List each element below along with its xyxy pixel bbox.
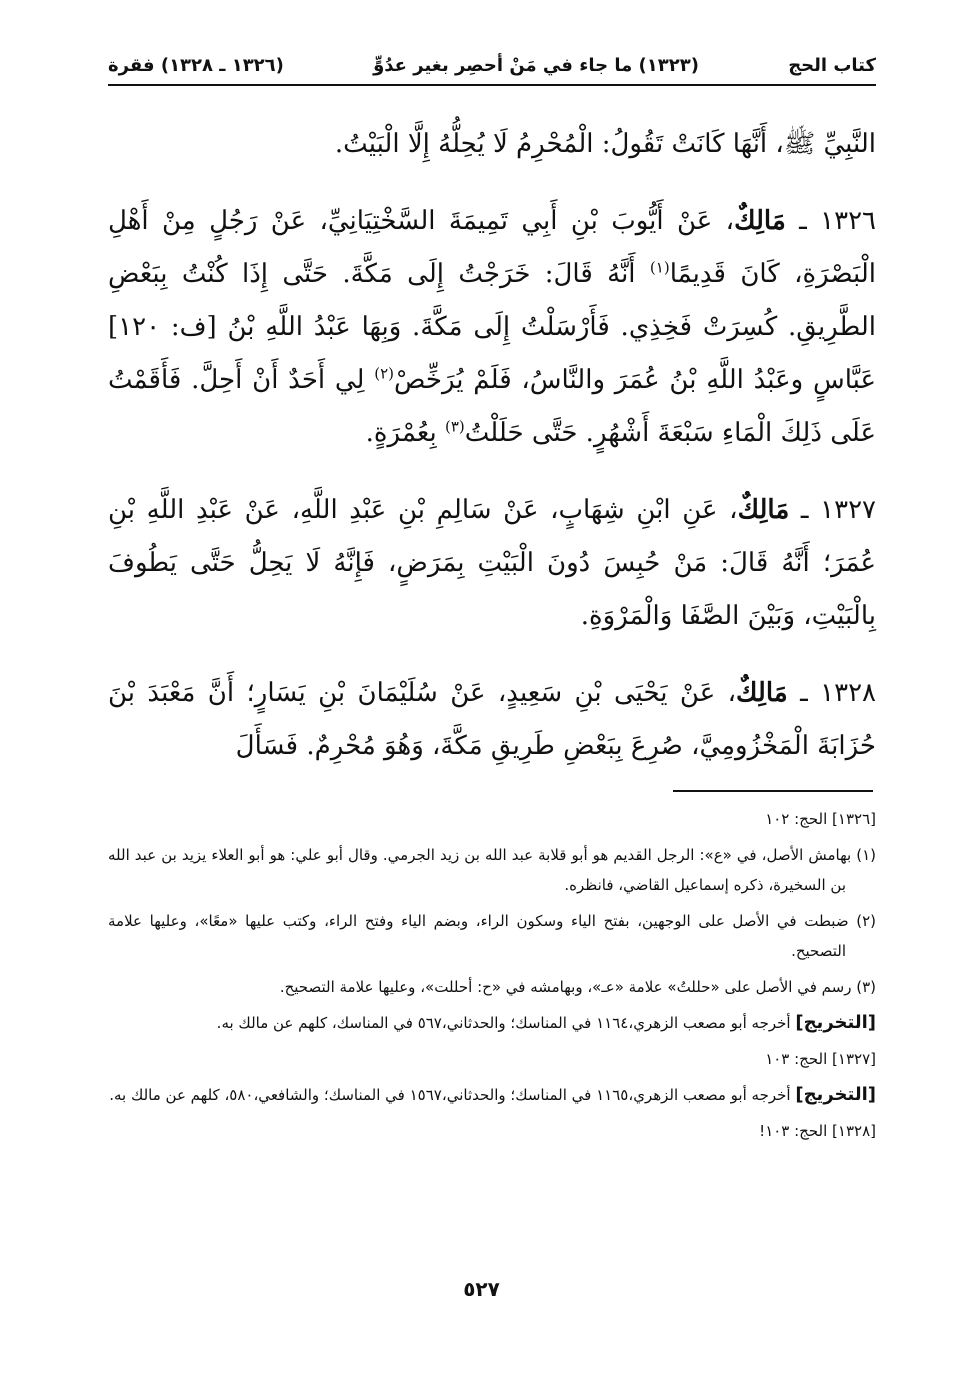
reference-1328: [١٣٢٨] الحج: ١٠٣! — [759, 1122, 876, 1140]
footnote-1: (١) بهامش الأصل، في «ع»: الرجل القديم هو أبو قلابة عبد الله بن زيد الجرمي. وقال أبو علي: هو أبو العلاء يزيد بن عبد الله بن السخيرة، ذكره إسماعيل القاضي، فانظره. — [108, 846, 876, 894]
chapter-title: (١٣٢٣) ما جاء في مَنْ أحصِر بغير عدُوٍّ — [373, 54, 699, 76]
intro-paragraph: النَّبِيِّ ﷺ، أَنَّهَا كَانَتْ تَقُولُ: الْمُحْرِمُ لَا يُحِلُّهُ إِلَّا الْبَيْتُ. — [334, 129, 876, 159]
running-header — [108, 46, 876, 86]
page-number: ٥٢٧ — [463, 1277, 500, 1301]
footnote-3: (٣) رسم في الأصل على «حللتُ» علامة «عـ»، وبهامشه في «ح: أحللت»، وعليها علامة التصحيح. — [279, 978, 876, 996]
narrator-name: مَالِكٌ — [736, 678, 788, 708]
footnote-marker-2[interactable]: (٢) — [374, 364, 395, 383]
hadith-1328 — [108, 667, 876, 773]
hadith-number: ١٣٢٦ ـ — [799, 206, 877, 236]
hadith-text: لِي أَحَدٌ أَنْ أَحِلَّ. فَأَقَمْتُ عَلَى ذَلِكَ الْمَاءِ سَبْعَةَ أَشْهُرٍ. حَتَّى حَلَلْتُ — [108, 365, 876, 448]
takhrij-text: أخرجه أبو مصعب الزهري،١١٦٥ في المناسك؛ والحدثاني،١٥٦٧ في المناسك؛ والشافعي،٥٨٠، كلهم عن مالك به. — [109, 1086, 796, 1104]
hadith-1327 — [108, 484, 876, 643]
footnote-2: (٢) ضبطت في الأصل على الوجهين، بفتح الياء وسكون الراء، وبضم الياء وفتح الراء، وكتب عليها «معًا»، وعليها علامة التصحيح. — [108, 912, 876, 960]
main-text — [108, 118, 876, 797]
hadith-text: ، عَنِ ابْنِ شِهَابٍ، عَنْ سَالِمِ بْنِ عَبْدِ اللَّهِ، عَنْ عَبْدِ اللَّهِ بْنِ عُمَرَ؛ أَنَّهُ قَالَ: مَنْ حُبِسَ دُونَ الْبَيْتِ بِمَرَضٍ، فَإِنَّهُ لَا يَحِلُّ حَتَّى يَطُوفَ بِالْبَيْتِ، وَبَيْنَ الصَّفَا وَالْمَرْوَةِ. — [108, 495, 876, 631]
hadith-text: ، عَنْ أَيُّوبَ بْنِ أَبِي تَمِيمَةَ السَّخْتِيَانِيِّ، عَنْ رَجُلٍ مِنْ أَهْلِ الْبَصْرَةِ، كَانَ قَدِيمًا — [108, 206, 876, 289]
hadith-text: ، عَنْ يَحْيَى بْنِ سَعِيدٍ، عَنْ سُلَيْمَانَ بْنِ يَسَارٍ؛ أَنَّ مَعْبَدَ بْنَ حُزَابَةَ الْمَخْزُومِيَّ، صُرِعَ بِبَعْضِ طَرِيقِ مَكَّةَ، وَهُوَ مُحْرِمٌ. فَسَأَلَ — [108, 678, 876, 761]
footnote-divider — [673, 790, 873, 792]
book-title: كتاب الحج — [788, 54, 876, 76]
reference-1326: [١٣٢٦] الحج: ١٠٢ — [765, 810, 876, 828]
hadith-1326 — [108, 195, 876, 460]
takhrij-label: [التخريج] — [795, 1012, 876, 1033]
narrator-name: مَالِكٌ — [734, 206, 786, 236]
reference-1327: [١٣٢٧] الحج: ١٠٣ — [765, 1050, 876, 1068]
paragraph-range: (١٣٢٦ ـ ١٣٢٨) فقرة — [108, 54, 284, 76]
takhrij-1326 — [108, 1008, 876, 1038]
footnote-marker-1[interactable]: (١) — [649, 258, 670, 277]
hadith-number: ١٣٢٧ ـ — [800, 495, 877, 525]
hadith-text: بِعُمْرَةٍ. — [365, 418, 445, 448]
footnote-marker-3[interactable]: (٣) — [444, 417, 465, 436]
hadith-number: ١٣٢٨ ـ — [800, 678, 876, 708]
footnotes — [108, 802, 876, 1152]
narrator-name: مَالِكٌ — [737, 495, 790, 525]
takhrij-label: [التخريج] — [795, 1084, 876, 1105]
hadith-text: أَنَّهُ قَالَ: خَرَجْتُ إِلَى مَكَّةَ. حَتَّى إِذَا كُنْتُ بِبَعْضِ الطَّرِيقِ. كُسِرَتْ فَخِذِي. فَأَرْسَلْتُ إِلَى مَكَّةَ. وَبِهَا عَبْدُ اللَّهِ بْنُ [ف: ١٢٠] عَبَّاسٍ وعَبْدُ اللَّهِ بْنُ عُمَرَ والنَّاسُ، فَلَمْ يُرَخِّصْ — [108, 259, 876, 395]
takhrij-1327 — [108, 1080, 876, 1110]
takhrij-text: أخرجه أبو مصعب الزهري،١١٦٤ في المناسك؛ والحدثاني،٥٦٧ في المناسك، كلهم عن مالك به. — [216, 1014, 796, 1032]
